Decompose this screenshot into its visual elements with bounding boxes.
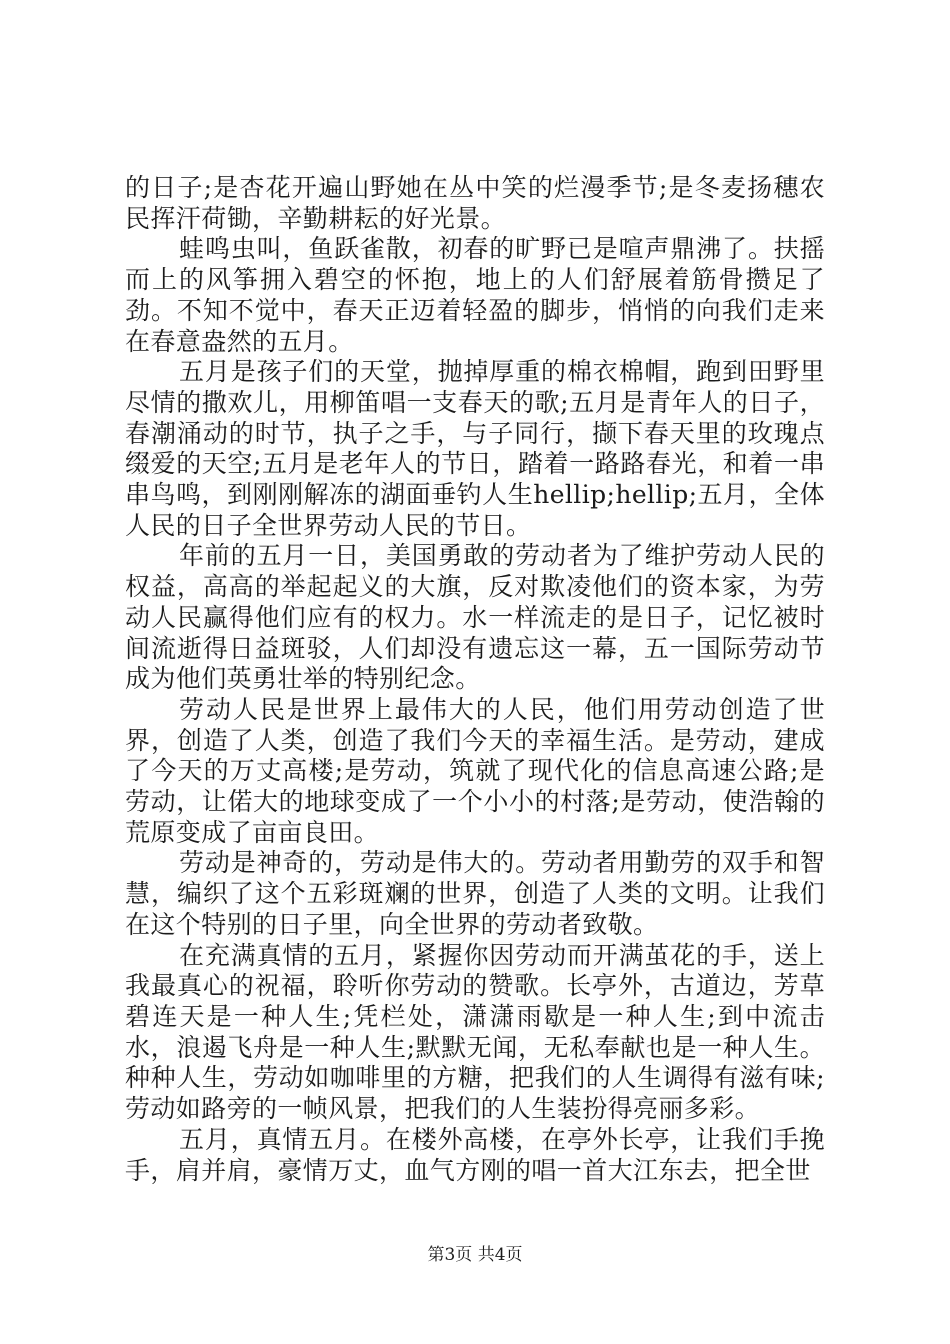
paragraph-2: 蛙鸣虫叫，鱼跃雀散，初春的旷野已是喧声鼎沸了。扶摇而上的风筝拥入碧空的怀抱，地上的人们舒展着筋骨攒足了劲。不知不觉中，春天正迈着轻盈的脚步，悄悄的向我们走来在春意盎然的五月。 xyxy=(125,234,825,356)
paragraph-5: 劳动人民是世界上最伟大的人民，他们用劳动创造了世界，创造了人类，创造了我们今天的幸福生活。是劳动，建成了今天的万丈高楼;是劳动，筑就了现代化的信息高速公路;是劳动，让偌大的地球变成了一个小小的村落;是劳动，使浩翰的荒原变成了亩亩良田。 xyxy=(125,694,825,847)
paragraph-4: 年前的五月一日，美国勇敢的劳动者为了维护劳动人民的权益，高高的举起起义的大旗，反对欺凌他们的资本家，为劳动人民赢得他们应有的权力。水一样流走的是日子，记忆被时间流逝得日益斑驳，人们却没有遗忘这一幕，五一国际劳动节成为他们英勇壮举的特别纪念。 xyxy=(125,541,825,694)
paragraph-1: 的日子;是杏花开遍山野她在丛中笑的烂漫季节;是冬麦扬穗农民挥汗荷锄，辛勤耕耘的好光景。 xyxy=(125,173,825,233)
document-body xyxy=(125,173,825,1186)
page-number-footer: 第3页 共4页 xyxy=(427,1245,523,1265)
paragraph-8: 五月，真情五月。在楼外高楼，在亭外长亭，让我们手挽手，肩并肩，豪情万丈，血气方刚的唱一首大江东去，把全世 xyxy=(125,1124,825,1185)
paragraph-3: 五月是孩子们的天堂，抛掉厚重的棉衣棉帽，跑到田野里尽情的撒欢儿，用柳笛唱一支春天的歌;五月是青年人的日子，春潮涌动的时节，执子之手，与子同行，撷下春天里的玫瑰点缀爱的天空;五月是老年人的节日，踏着一路路春光，和着一串串鸟鸣，到刚刚解冻的湖面垂钓人生hellip;hellip;五月，全体人民的日子全世界劳动人民的节日。 xyxy=(125,357,825,540)
paragraph-7: 在充满真情的五月，紧握你因劳动而开满茧花的手，送上我最真心的祝福，聆听你劳动的赞歌。长亭外，古道边，芳草碧连天是一种人生;凭栏处，潇潇雨歇是一种人生;到中流击水，浪遏飞舟是一种人生;默默无闻，无私奉献也是一种人生。种种人生，劳动如咖啡里的方糖，把我们的人生调得有滋有味;劳动如路旁的一帧风景，把我们的人生装扮得亮丽多彩。 xyxy=(125,940,825,1124)
paragraph-6: 劳动是神奇的，劳动是伟大的。劳动者用勤劳的双手和智慧，编织了这个五彩斑斓的世界，创造了人类的文明。让我们在这个特别的日子里，向全世界的劳动者致敬。 xyxy=(125,848,825,939)
